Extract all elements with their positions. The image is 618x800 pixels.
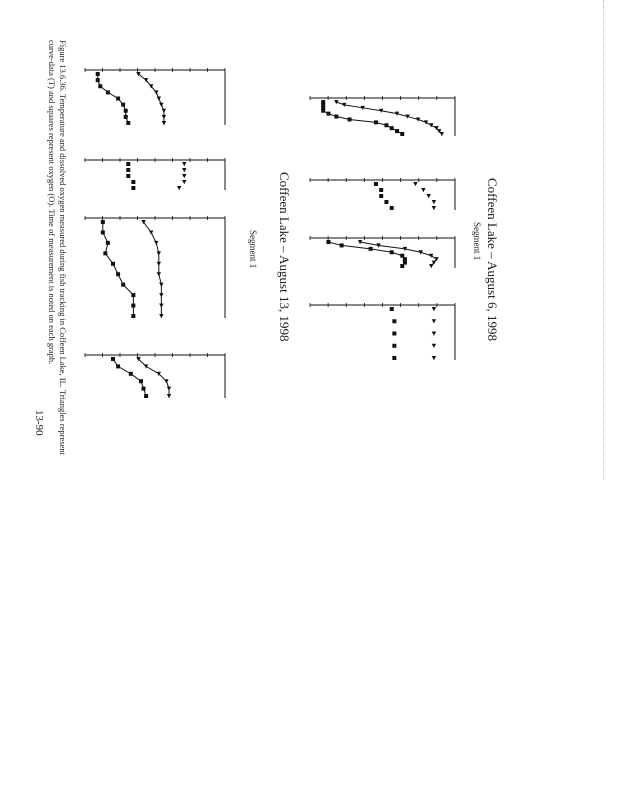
data-point-square (106, 241, 110, 245)
series-line (336, 102, 441, 134)
data-point-square (131, 304, 135, 308)
data-point-square (374, 182, 378, 186)
data-point-square (124, 115, 128, 119)
data-point-square (111, 357, 115, 361)
data-point-square (126, 168, 130, 172)
data-point-triangle (159, 103, 163, 107)
data-point-square (374, 120, 378, 124)
data-point-triangle (167, 394, 171, 398)
data-point-square (101, 230, 105, 234)
data-point-square (124, 109, 128, 113)
data-point-triangle (154, 90, 158, 94)
data-point-triangle (182, 162, 186, 166)
data-point-square (142, 387, 146, 391)
data-point-square (139, 379, 143, 383)
data-point-triangle (432, 200, 436, 204)
data-point-triangle (432, 307, 436, 311)
data-point-square (400, 132, 404, 136)
data-point-square (384, 200, 388, 204)
caption-line-1: Figure 13.6.36. Temperature and dissolved oxygen measured during fish tracking in Coffeen Lake, IL. Triangles represent (58, 40, 68, 456)
data-point-square (392, 344, 396, 348)
data-point-square (106, 90, 110, 94)
data-point-triangle (432, 332, 436, 336)
data-point-square (144, 394, 148, 398)
data-point-triangle (164, 379, 168, 383)
data-point-triangle (157, 272, 161, 276)
series-line (98, 74, 129, 123)
data-point-square (392, 356, 396, 360)
data-point-square (326, 112, 330, 116)
data-point-square (400, 264, 404, 268)
data-point-triangle (432, 206, 436, 210)
data-point-triangle (149, 230, 153, 234)
data-point-triangle (432, 356, 436, 360)
data-point-square (131, 180, 135, 184)
data-point-square (101, 220, 105, 224)
data-point-square (390, 250, 394, 254)
data-point-square (403, 261, 407, 265)
series-line (103, 222, 134, 316)
data-point-square (126, 162, 130, 166)
data-point-square (96, 72, 100, 76)
data-point-square (379, 194, 383, 198)
data-point-triangle (159, 304, 163, 308)
data-point-triangle (432, 319, 436, 323)
data-point-square (348, 117, 352, 121)
data-point-square (96, 78, 100, 82)
data-point-square (321, 109, 325, 113)
data-point-square (384, 123, 388, 127)
data-point-triangle (162, 109, 166, 113)
data-point-square (131, 314, 135, 318)
data-point-triangle (429, 123, 433, 127)
data-point-square (131, 293, 135, 297)
segment-label-top: Segment 1 (472, 222, 482, 261)
title-bottom: Coffeen Lake – August 13, 1998 (277, 172, 292, 342)
data-point-triangle (413, 182, 417, 186)
data-point-square (126, 174, 130, 178)
data-point-square (340, 243, 344, 247)
data-point-square (116, 364, 120, 368)
data-point-triangle (159, 293, 163, 297)
data-point-triangle (154, 241, 158, 245)
data-point-square (403, 257, 407, 261)
segment-label-bottom: Segment 1 (248, 230, 258, 269)
data-point-square (400, 254, 404, 258)
data-point-square (326, 240, 330, 244)
data-point-square (121, 103, 125, 107)
data-point-triangle (421, 188, 425, 192)
data-point-triangle (159, 283, 163, 287)
data-point-triangle (159, 314, 163, 318)
data-point-square (390, 126, 394, 130)
data-point-triangle (157, 251, 161, 255)
data-point-triangle (182, 168, 186, 172)
data-point-square (334, 115, 338, 119)
data-point-triangle (162, 115, 166, 119)
data-point-square (111, 262, 115, 266)
data-point-square (116, 272, 120, 276)
data-point-triangle (426, 194, 430, 198)
data-point-triangle (162, 121, 166, 125)
data-point-square (131, 186, 135, 190)
data-point-square (395, 129, 399, 133)
data-point-square (379, 188, 383, 192)
data-point-square (126, 121, 130, 125)
data-point-triangle (157, 262, 161, 266)
caption-line-2: curve-data (T) and squares represent oxygen (O). Time of measurement is noted on each graph. (47, 40, 57, 365)
data-point-square (116, 97, 120, 101)
data-point-square (390, 206, 394, 210)
data-point-triangle (182, 174, 186, 178)
data-point-square (392, 332, 396, 336)
data-point-square (121, 283, 125, 287)
data-point-square (369, 247, 373, 251)
data-point-triangle (144, 364, 148, 368)
data-point-square (129, 372, 133, 376)
data-point-triangle (167, 387, 171, 391)
series-line (144, 222, 162, 316)
series-line (138, 74, 163, 123)
data-point-square (103, 251, 107, 255)
data-point-triangle (432, 344, 436, 348)
data-point-square (390, 307, 394, 311)
page-number: 13-90 (33, 410, 45, 436)
data-point-triangle (429, 264, 433, 268)
data-point-triangle (424, 120, 428, 124)
title-top: Coffeen Lake – August 6, 1998 (485, 178, 500, 341)
data-point-triangle (177, 186, 181, 190)
data-point-triangle (440, 132, 444, 136)
data-point-square (98, 84, 102, 88)
data-point-triangle (157, 97, 161, 101)
data-point-triangle (182, 180, 186, 184)
data-point-square (392, 319, 396, 323)
